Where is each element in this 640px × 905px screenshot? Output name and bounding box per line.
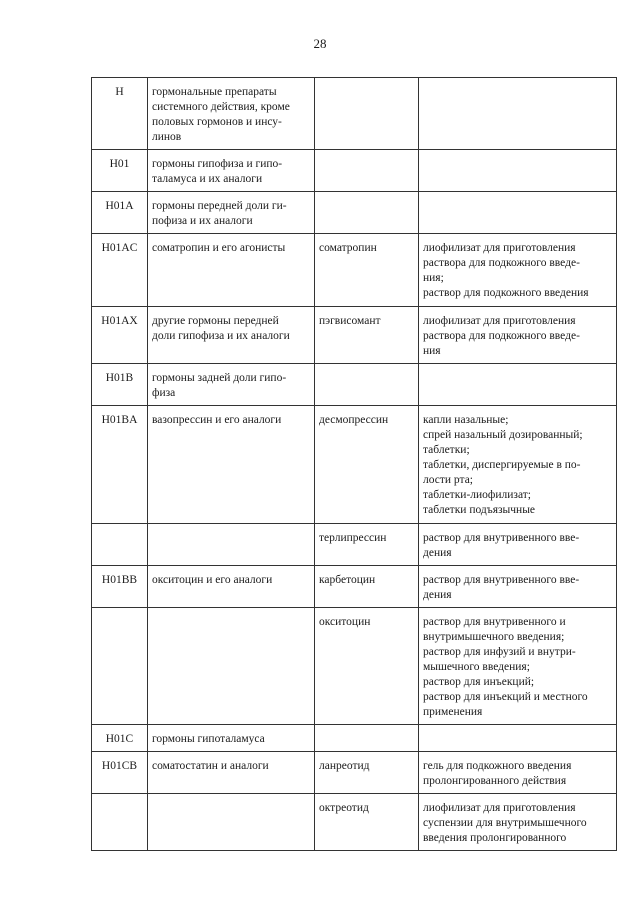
group-line: таламуса и их аналоги (152, 173, 263, 185)
group-line: пофиза и их аналоги (152, 215, 253, 227)
group-line: физа (152, 387, 176, 399)
dosage-form-cell (419, 725, 617, 752)
dosage-form-cell (419, 608, 617, 725)
drug-name-cell: окситоцин (315, 608, 419, 725)
atc-group-cell (148, 725, 315, 752)
dosage-form-line: раствор для инъекций; (423, 676, 535, 688)
group-line: другие гормоны передней (152, 315, 279, 327)
dosage-form-cell (419, 524, 617, 566)
atc-group-cell (148, 794, 315, 851)
atc-group-cell (148, 192, 315, 234)
atc-code-cell: H01A (92, 192, 148, 234)
table-row (92, 192, 617, 234)
dosage-form-cell (419, 234, 617, 307)
group-line: половых гормонов и инсу- (152, 116, 282, 128)
atc-code-cell: H01C (92, 725, 148, 752)
dosage-form-cell (419, 150, 617, 192)
dosage-form-line: лости рта; (423, 474, 473, 486)
dosage-form-line: таблетки, диспергируемые в по- (423, 459, 581, 471)
table-body (92, 78, 617, 851)
drug-name-cell (315, 192, 419, 234)
group-line: гормоны гипофиза и гипо- (152, 158, 283, 170)
atc-code-cell (92, 794, 148, 851)
page-number: 28 (313, 36, 327, 51)
dosage-form-line: лиофилизат для приготовления (423, 802, 576, 814)
drug-name-cell (315, 364, 419, 406)
table-row (92, 725, 617, 752)
table-row (92, 794, 617, 851)
dosage-form-line: раствор для инъекций и местного (423, 691, 588, 703)
table-row (92, 524, 617, 566)
dosage-form-line: капли назальные; (423, 414, 509, 426)
table-row (92, 307, 617, 364)
atc-code-cell: H01 (92, 150, 148, 192)
dosage-form-line: таблетки-лиофилизат; (423, 489, 531, 501)
group-line: гормоны задней доли гипо- (152, 372, 287, 384)
atc-code-cell: H (92, 78, 148, 150)
group-line: соматостатин и аналоги (152, 760, 269, 772)
drug-name-cell (315, 78, 419, 150)
dosage-form-cell (419, 406, 617, 524)
dosage-form-line: ния (423, 345, 441, 357)
atc-group-cell (148, 150, 315, 192)
atc-code-cell: H01CB (92, 752, 148, 794)
drug-name-cell: пэгвисомант (315, 307, 419, 364)
group-line: системного действия, кроме (152, 101, 290, 113)
group-line: вазопрессин и его аналоги (152, 414, 282, 426)
dosage-form-line: спрей назальный дозированный; (423, 429, 583, 441)
group-line: гормоны гипоталамуса (152, 733, 265, 745)
atc-group-cell (148, 307, 315, 364)
dosage-form-line: внутримышечного введения; (423, 631, 565, 643)
table-row (92, 234, 617, 307)
dosage-form-line: раствор для внутривенного и (423, 616, 566, 628)
atc-group-cell (148, 406, 315, 524)
table-row (92, 406, 617, 524)
dosage-form-line: раствора для подкожного введе- (423, 330, 580, 342)
group-line: гормоны передней доли ги- (152, 200, 287, 212)
dosage-form-line: раствор для внутривенного вве- (423, 532, 580, 544)
atc-code-cell: H01AC (92, 234, 148, 307)
dosage-form-line: дения (423, 589, 452, 601)
dosage-form-line: ния; (423, 272, 444, 284)
drug-name-cell: соматропин (315, 234, 419, 307)
table-row (92, 608, 617, 725)
drug-name-cell: ланреотид (315, 752, 419, 794)
atc-group-cell (148, 524, 315, 566)
drug-name-cell: терлипрессин (315, 524, 419, 566)
dosage-form-line: лиофилизат для приготовления (423, 242, 576, 254)
atc-code-cell: H01AX (92, 307, 148, 364)
group-line: гормональные препараты (152, 86, 277, 98)
atc-group-cell (148, 78, 315, 150)
atc-code-cell: H01B (92, 364, 148, 406)
group-line: доли гипофиза и их аналоги (152, 330, 290, 342)
atc-code-cell: H01BB (92, 566, 148, 608)
dosage-form-line: раствора для подкожного введе- (423, 257, 580, 269)
dosage-form-line: раствор для инфузий и внутри- (423, 646, 576, 658)
dosage-form-line: гель для подкожного введения (423, 760, 572, 772)
dosage-form-line: суспензии для внутримышечного (423, 817, 587, 829)
drug-name-cell: октреотид (315, 794, 419, 851)
atc-group-cell (148, 234, 315, 307)
dosage-form-cell (419, 794, 617, 851)
dosage-form-cell (419, 364, 617, 406)
drug-name-cell (315, 725, 419, 752)
atc-group-cell (148, 608, 315, 725)
table-row (92, 364, 617, 406)
atc-group-cell (148, 364, 315, 406)
table-row (92, 752, 617, 794)
atc-code-cell (92, 524, 148, 566)
dosage-form-line: раствор для внутривенного вве- (423, 574, 580, 586)
dosage-form-line: применения (423, 706, 483, 718)
table-row (92, 78, 617, 150)
dosage-form-line: дения (423, 547, 452, 559)
dosage-form-line: таблетки подъязычные (423, 504, 536, 516)
dosage-form-line: пролонгированного действия (423, 775, 567, 787)
dosage-form-cell (419, 752, 617, 794)
dosage-form-cell (419, 78, 617, 150)
group-line: соматропин и его агонисты (152, 242, 286, 254)
drug-name-cell: десмопрессин (315, 406, 419, 524)
group-line: окситоцин и его аналоги (152, 574, 273, 586)
dosage-form-line: таблетки; (423, 444, 470, 456)
dosage-form-cell (419, 307, 617, 364)
atc-group-cell (148, 566, 315, 608)
dosage-form-line: раствор для подкожного введения (423, 287, 589, 299)
table-row (92, 566, 617, 608)
drug-table (91, 77, 617, 851)
atc-code-cell (92, 608, 148, 725)
dosage-form-line: введения пролонгированного (423, 832, 567, 844)
drug-name-cell (315, 150, 419, 192)
atc-code-cell: H01BA (92, 406, 148, 524)
dosage-form-line: мышечного введения; (423, 661, 530, 673)
dosage-form-line: лиофилизат для приготовления (423, 315, 576, 327)
dosage-form-cell (419, 192, 617, 234)
group-line: линов (152, 131, 182, 143)
drug-name-cell: карбетоцин (315, 566, 419, 608)
dosage-form-cell (419, 566, 617, 608)
table-row (92, 150, 617, 192)
atc-group-cell (148, 752, 315, 794)
